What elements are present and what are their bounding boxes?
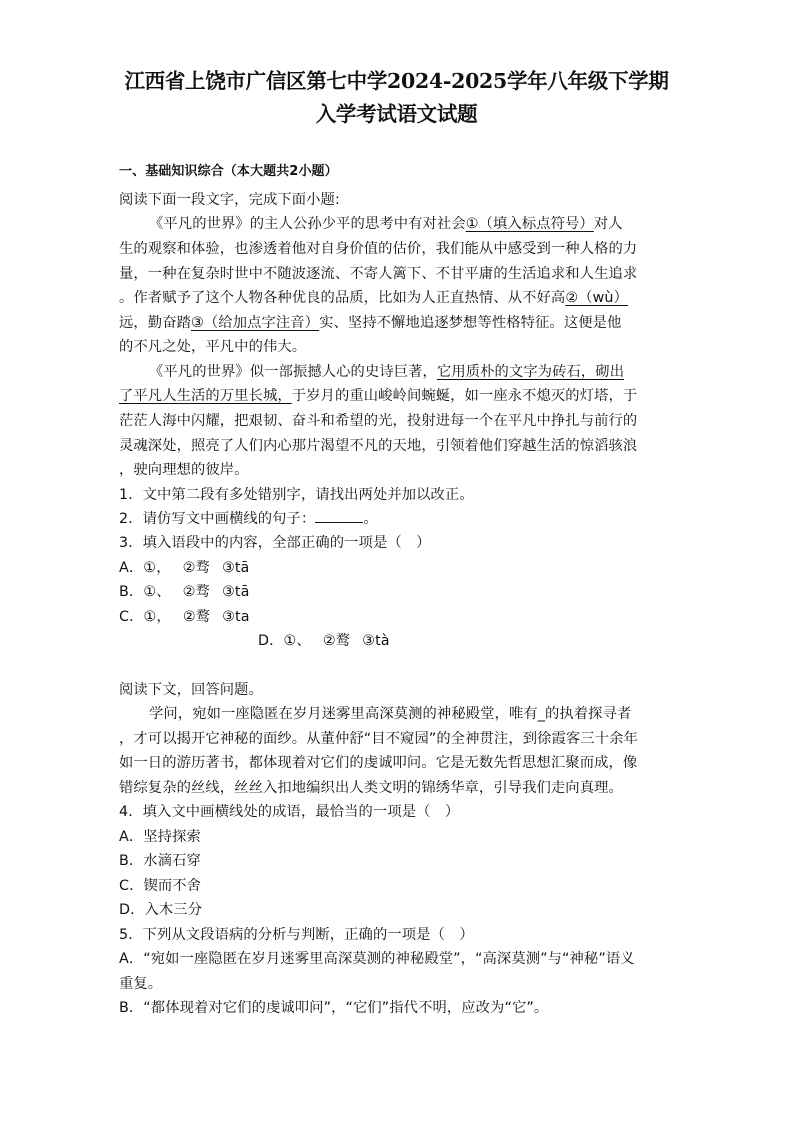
passage-line: 灵魂深处，照亮了人们内心那片渴望不凡的天地，引领着他们穿越生活的惊滔骇浪 [119,438,638,454]
option-part: ①， [143,560,171,576]
option-part: ②鹜 [322,633,351,649]
option-a[interactable]: A．“宛如一座隐匿在岁月迷雾里高深莫测的神秘殿堂”，“高深莫测”与“神秘”语义 [119,951,635,967]
passage-line [119,385,637,405]
reading-instruction: 阅读下面一段文字，完成下面小题: [119,192,340,208]
option-c[interactable]: C．锲而不舍 [119,878,202,894]
option-a[interactable]: A．坚持探索 [119,829,201,845]
option-part: ③tā [221,584,250,600]
passage-line: 量，一种在复杂时世中不随波逐流、不寄人篱下、不甘平庸的生活追求和人生追求 [119,266,638,282]
question-4: 4．填入文中画横线处的成语，最恰当的一项是（ ） [119,804,460,820]
passage-text: 实、坚持不懈地追逐梦想等性格特征。这便是他 [319,315,622,331]
reading-instruction: 阅读下文，回答问题。 [119,682,263,698]
passage-line [119,312,621,332]
passage-line: 学问，宛如一座隐匿在岁月迷雾里高深莫测的神秘殿堂，唯有_的执着探寻者 [149,706,632,722]
fill-blank-1: ①（填入标点符号） [465,216,594,232]
option-b[interactable] [119,581,249,601]
passage-text: 对人 [593,216,623,232]
option-part: ③tā [221,560,250,576]
exam-title-line-2: 入学考试语文试题 [315,102,478,126]
option-letter: A． [119,560,144,576]
option-part: ②鹜 [182,609,211,625]
passage-line: 茫茫人海中闪耀，把艰韧、奋斗和希望的光，投射进每一个在平凡中挣扎与前行的 [119,413,638,429]
exam-title-line-1: 江西省上饶市广信区第七中学2024-2025学年八年级下学期 [124,69,669,93]
passage-line: ，才可以揭开它神秘的面纱。从董仲舒“目不窥园”的全神贯注，到徐霞客三十余年 [119,731,638,747]
option-letter: C． [119,609,144,625]
option-part: ②骛 [182,560,210,576]
underlined-sentence: 了平凡人生活的万里长城， [119,388,292,404]
option-d[interactable]: D．入木三分 [119,902,203,918]
passage-line: 错综复杂的丝线，丝丝入扣地编织出人类文明的锦绣华章，引导我们走向真理。 [119,780,623,796]
answer-blank[interactable] [315,510,363,523]
option-part: ①， [143,609,171,625]
passage-text: 《平凡的世界》的主人公孙少平的思考中有对社会 [149,216,466,232]
option-part: ③ta [222,609,250,625]
question-5: 5．下列从文段语病的分析与判断，正确的一项是（ ） [119,927,474,943]
option-part: ①、 [283,633,311,649]
question-1: 1．文中第二段有多处错别字，请找出两处并加以改正。 [119,487,474,503]
option-b[interactable]: B．水滴石穿 [119,853,201,869]
option-part: ③tà [362,633,390,649]
passage-line [119,287,628,307]
passage-text: 于岁月的重山峻岭间蜿蜒，如一座永不熄灭的灯塔，于 [291,388,638,404]
option-a[interactable] [119,557,249,577]
option-b[interactable]: B．“都体现着对它们的虔诚叩问”，“它们”指代不明，应改为“它”。 [119,1000,549,1016]
passage-line: ，驶向理想的彼岸。 [119,462,249,478]
passage-text: 远，勤奋踏 [119,315,191,331]
section-heading: 一、基础知识综合（本大题共2小题） [119,164,338,179]
option-letter: D． [258,633,284,649]
question-text: 。 [363,511,378,527]
passage-line [149,213,623,233]
option-a-continued: 重复。 [119,976,163,992]
question-2 [119,508,378,528]
question-3: 3．填入语段中的内容，全部正确的一项是（ ） [119,535,431,551]
question-text: 2．请仿写文中画横线的句子： [119,511,316,527]
passage-line: 如一日的游历著书，都体现着对它们的虔诚叩问。它是无数先哲思想汇聚而成，像 [119,755,638,771]
option-c[interactable] [119,606,250,626]
passage-line: 的不凡之处，平凡中的伟大。 [119,339,307,355]
option-d[interactable] [258,630,390,650]
option-letter: B． [119,584,144,600]
option-part: ①、 [143,584,171,600]
passage-line: 生的观察和体验，也渗透着他对自身价值的估价，我们能从中感受到一种人格的力 [119,241,638,257]
option-part: ②骛 [182,584,210,600]
fill-blank-3: ③（给加点字注音） [190,315,320,331]
passage-line [149,361,624,381]
passage-text: 《平凡的世界》似一部振撼人心的史诗巨著， [149,364,437,380]
underlined-sentence: 它用质朴的文字为砖石，砌出 [436,364,625,380]
fill-blank-2: ②（wù） [565,290,628,306]
passage-text: 。作者赋予了这个人物各种优良的品质，比如为人正直热情、从不好高 [119,290,566,306]
